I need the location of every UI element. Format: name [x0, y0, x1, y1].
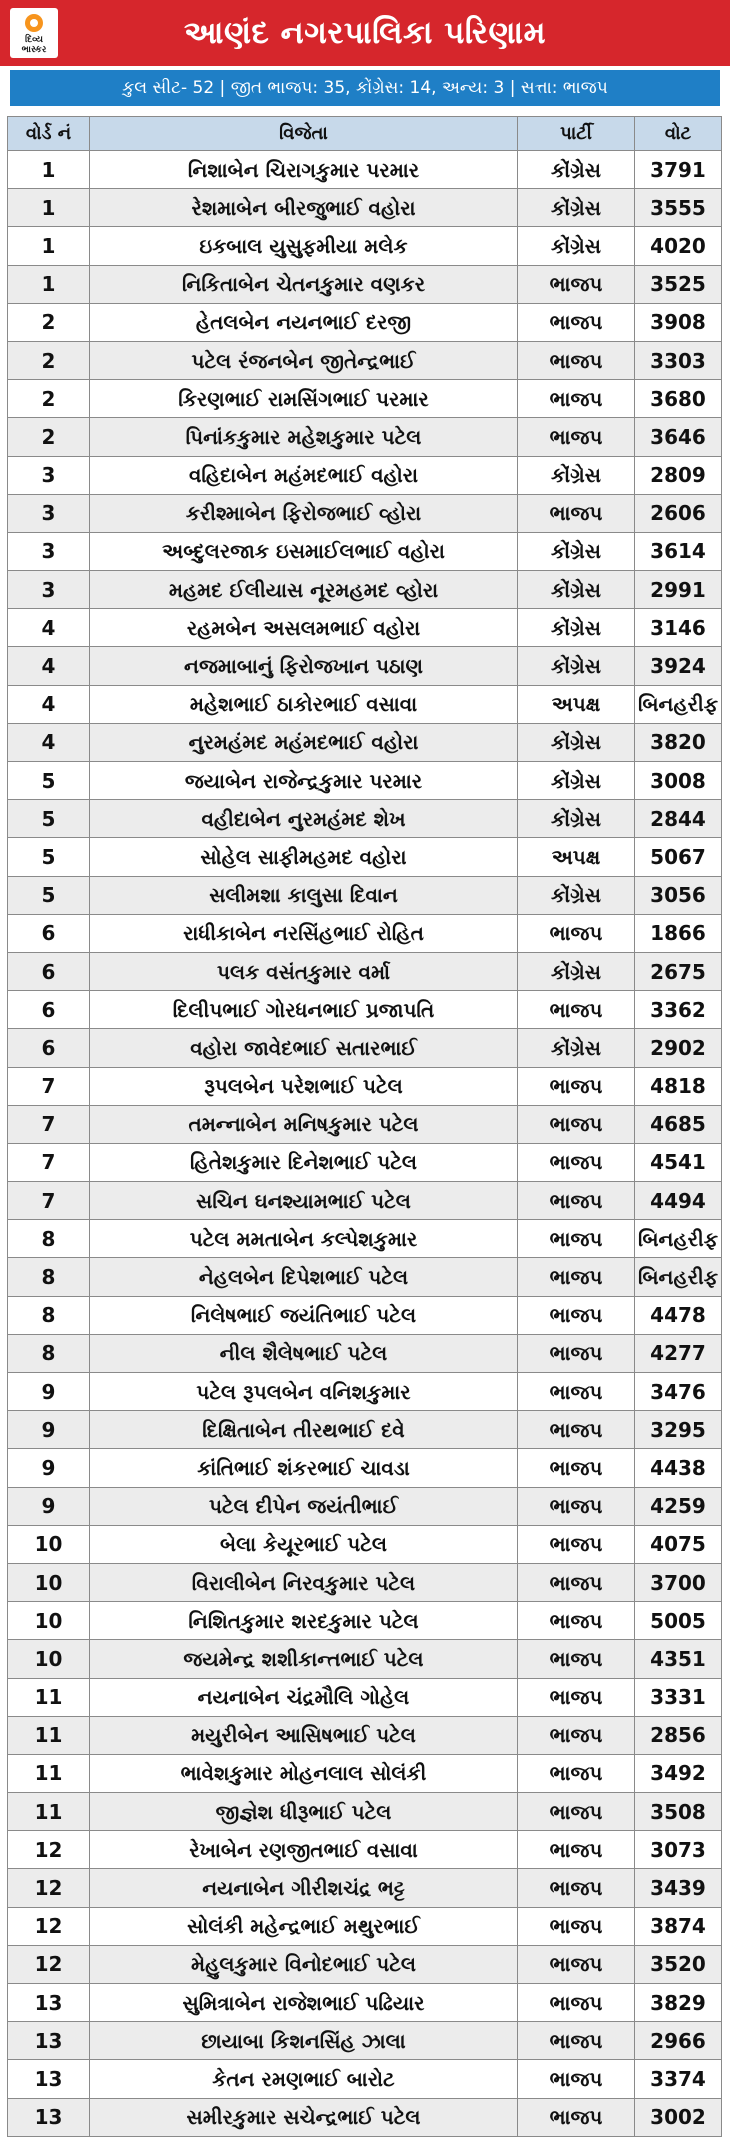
table-row — [7, 647, 722, 685]
cell-ward: 6 — [7, 991, 89, 1028]
cell-votes: 3791 — [634, 151, 722, 188]
cell-ward: 6 — [7, 953, 89, 990]
cell-name: દિક્ષિતાબેન તીરથભાઈ દવે — [89, 1411, 517, 1448]
cell-party: ભાજપ — [517, 1564, 634, 1601]
table-row — [7, 1297, 722, 1335]
cell-party: ભાજપ — [517, 342, 634, 379]
cell-votes: 3874 — [634, 1908, 722, 1945]
cell-name: નિલેષભાઈ જયંતિભાઈ પટેલ — [89, 1297, 517, 1334]
cell-name: સોહેલ સાફીમહમદ વહોરા — [89, 838, 517, 875]
cell-name: જયાબેન રાજેન્દ્રકુમાર પરમાર — [89, 762, 517, 799]
cell-party: ભાજપ — [517, 1449, 634, 1486]
cell-party: ભાજપ — [517, 2099, 634, 2136]
cell-name: નજમાબાનું ફિરોજખાન પઠાણ — [89, 647, 517, 684]
cell-name: સુમિત્રાબેન રાજેશભાઈ પઢિયાર — [89, 1984, 517, 2021]
cell-votes: 3303 — [634, 342, 722, 379]
cell-party: ભાજપ — [517, 266, 634, 303]
cell-name: નુરમહંમદ મહંમદભાઈ વહોરા — [89, 724, 517, 761]
cell-votes: 1866 — [634, 915, 722, 952]
cell-name: સોલંકી મહેન્દ્રભાઈ મથુરભાઈ — [89, 1908, 517, 1945]
cell-votes: 3520 — [634, 1946, 722, 1983]
cell-name: રૂપલબેન પરેશભાઈ પટેલ — [89, 1068, 517, 1105]
table-row — [7, 342, 722, 380]
table-row — [7, 2099, 722, 2137]
cell-ward: 2 — [7, 380, 89, 417]
table-row — [7, 1335, 722, 1373]
cell-name: બેલા કેયૂરભાઈ પટેલ — [89, 1526, 517, 1563]
table-row — [7, 1984, 722, 2022]
table-row — [7, 838, 722, 876]
cell-party: ભાજપ — [517, 1526, 634, 1563]
table-row — [7, 1908, 722, 1946]
cell-name: દિલીપભાઈ ગોરધનભાઈ પ્રજાપતિ — [89, 991, 517, 1028]
cell-ward: 1 — [7, 151, 89, 188]
cell-party: ભાજપ — [517, 1793, 634, 1830]
table-row — [7, 189, 722, 227]
cell-party: કોંગ્રેસ — [517, 953, 634, 990]
table-row — [7, 953, 722, 991]
table-row — [7, 800, 722, 838]
cell-name: મહેશભાઈ ઠાકોરભાઈ વસાવા — [89, 686, 517, 723]
table-row — [7, 2060, 722, 2098]
logo-line-2: ભાસ્કર — [21, 45, 47, 55]
cell-votes: 4259 — [634, 1488, 722, 1525]
seat-summary-bar: કુલ સીટ- 52 | જીત ભાજપ: 35, કોંગ્રેસ: 14, અન્ય: 3 | સત્તા: ભાજપ — [10, 70, 720, 106]
cell-votes: 3700 — [634, 1564, 722, 1601]
table-row — [7, 227, 722, 265]
cell-name: સલીમશા કાલુસા દિવાન — [89, 877, 517, 914]
cell-party: કોંગ્રેસ — [517, 609, 634, 646]
table-row — [7, 571, 722, 609]
cell-votes: 3146 — [634, 609, 722, 646]
table-row — [7, 1717, 722, 1755]
cell-votes: 2902 — [634, 1029, 722, 1066]
cell-votes: 3439 — [634, 1869, 722, 1906]
results-table — [7, 116, 722, 2137]
cell-name: વિરાલીબેન નિરવકુમાર પટેલ — [89, 1564, 517, 1601]
cell-ward: 10 — [7, 1640, 89, 1677]
cell-votes: 4075 — [634, 1526, 722, 1563]
column-header-winner: વિજેતા — [89, 117, 517, 150]
cell-party: અપક્ષ — [517, 838, 634, 875]
cell-name: પટેલ રંજનબેન જીતેન્દ્રભાઈ — [89, 342, 517, 379]
cell-votes: 4541 — [634, 1144, 722, 1181]
cell-votes: 3331 — [634, 1679, 722, 1716]
cell-votes: 3820 — [634, 724, 722, 761]
table-row — [7, 1373, 722, 1411]
table-row — [7, 686, 722, 724]
cell-votes: 3555 — [634, 189, 722, 226]
cell-name: મયુરીબેન આસિષભાઈ પટેલ — [89, 1717, 517, 1754]
cell-party: ભાજપ — [517, 418, 634, 455]
table-row — [7, 1946, 722, 1984]
cell-ward: 2 — [7, 418, 89, 455]
cell-name: જયમેન્દ્ર શશીકાન્તભાઈ પટેલ — [89, 1640, 517, 1677]
cell-party: કોંગ્રેસ — [517, 457, 634, 494]
cell-votes: 3008 — [634, 762, 722, 799]
cell-party: ભાજપ — [517, 495, 634, 532]
table-row — [7, 724, 722, 762]
cell-party: ભાજપ — [517, 1258, 634, 1295]
cell-votes: બિનહરીફ — [634, 1258, 722, 1295]
table-row — [7, 457, 722, 495]
table-row — [7, 418, 722, 456]
cell-name: અબ્દુલરજાક ઇસમાઈલભાઈ વહોરા — [89, 533, 517, 570]
cell-votes: 3908 — [634, 304, 722, 341]
cell-name: સચિન ઘનશ્યામભાઈ પટેલ — [89, 1182, 517, 1219]
cell-votes: 4818 — [634, 1068, 722, 1105]
cell-party: ભાજપ — [517, 380, 634, 417]
table-row — [7, 1182, 722, 1220]
cell-party: ભાજપ — [517, 1068, 634, 1105]
cell-ward: 6 — [7, 915, 89, 952]
cell-party: ભાજપ — [517, 1373, 634, 1410]
cell-name: સમીરકુમાર સચેન્દ્રભાઈ પટેલ — [89, 2099, 517, 2136]
cell-ward: 1 — [7, 266, 89, 303]
cell-party: ભાજપ — [517, 1335, 634, 1372]
cell-name: કરીશ્માબેન ફિરોજભાઈ વ્હોરા — [89, 495, 517, 532]
cell-ward: 11 — [7, 1717, 89, 1754]
column-header-ward: વોર્ડ નં — [7, 117, 89, 150]
cell-name: તમન્નાબેન મનિષકુમાર પટેલ — [89, 1106, 517, 1143]
cell-ward: 8 — [7, 1335, 89, 1372]
table-row — [7, 1106, 722, 1144]
cell-name: જીજ્ઞેશ ધીરૂભાઈ પટેલ — [89, 1793, 517, 1830]
cell-name: વહીદાબેન નુરમહંમદ શેખ — [89, 800, 517, 837]
cell-ward: 12 — [7, 1831, 89, 1868]
cell-name: રાધીકાબેન નરસિંહભાઈ રોહિત — [89, 915, 517, 952]
cell-ward: 10 — [7, 1564, 89, 1601]
cell-ward: 8 — [7, 1258, 89, 1295]
cell-party: ભાજપ — [517, 1602, 634, 1639]
cell-ward: 4 — [7, 724, 89, 761]
cell-votes: 3002 — [634, 2099, 722, 2136]
cell-party: ભાજપ — [517, 1984, 634, 2021]
cell-votes: 3680 — [634, 380, 722, 417]
cell-party: ભાજપ — [517, 1297, 634, 1334]
cell-votes: 2844 — [634, 800, 722, 837]
cell-party: ભાજપ — [517, 915, 634, 952]
cell-party: કોંગ્રેસ — [517, 877, 634, 914]
cell-votes: 2606 — [634, 495, 722, 532]
cell-party: ભાજપ — [517, 1144, 634, 1181]
table-row — [7, 1144, 722, 1182]
cell-ward: 13 — [7, 2022, 89, 2059]
cell-votes: 3829 — [634, 1984, 722, 2021]
cell-party: કોંગ્રેસ — [517, 571, 634, 608]
cell-party: ભાજપ — [517, 1755, 634, 1792]
table-row — [7, 1602, 722, 1640]
cell-name: કેતન રમણભાઈ બારોટ — [89, 2060, 517, 2097]
table-row — [7, 609, 722, 647]
cell-ward: 8 — [7, 1297, 89, 1334]
cell-ward: 7 — [7, 1106, 89, 1143]
cell-ward: 13 — [7, 2060, 89, 2097]
cell-party: ભાજપ — [517, 1831, 634, 1868]
cell-party: ભાજપ — [517, 1182, 634, 1219]
cell-ward: 5 — [7, 800, 89, 837]
cell-name: નયનાબેન ચંદ્રમૌલિ ગોહેલ — [89, 1679, 517, 1716]
cell-party: કોંગ્રેસ — [517, 151, 634, 188]
cell-ward: 9 — [7, 1373, 89, 1410]
cell-name: ઇકબાલ યુસુફમીયા મલેક — [89, 227, 517, 264]
page-title: આણંદ નગરપાલિકા પરિણામ — [184, 15, 546, 51]
cell-name: હિતેશકુમાર દિનેશભાઈ પટેલ — [89, 1144, 517, 1181]
cell-ward: 11 — [7, 1755, 89, 1792]
cell-ward: 12 — [7, 1946, 89, 1983]
cell-name: રહમબેન અસલમભાઈ વહોરા — [89, 609, 517, 646]
cell-name: મેહુલકુમાર વિનોદભાઈ પટેલ — [89, 1946, 517, 1983]
cell-name: નેહલબેન દિપેશભાઈ પટેલ — [89, 1258, 517, 1295]
cell-ward: 5 — [7, 838, 89, 875]
column-header-party: પાર્ટી — [517, 117, 634, 150]
cell-name: નીલ શૈલેષભાઈ પટેલ — [89, 1335, 517, 1372]
cell-votes: 3646 — [634, 418, 722, 455]
cell-votes: 3508 — [634, 1793, 722, 1830]
cell-votes: 4020 — [634, 227, 722, 264]
cell-ward: 7 — [7, 1182, 89, 1219]
cell-name: નિશિતકુમાર શરદકુમાર પટેલ — [89, 1602, 517, 1639]
cell-ward: 11 — [7, 1793, 89, 1830]
cell-name: કાંતિભાઈ શંકરભાઈ ચાવડા — [89, 1449, 517, 1486]
cell-name: મહમદ ઈલીયાસ નૂરમહમદ વ્હોરા — [89, 571, 517, 608]
cell-party: ભાજપ — [517, 1411, 634, 1448]
cell-ward: 9 — [7, 1449, 89, 1486]
table-row — [7, 1526, 722, 1564]
cell-ward: 10 — [7, 1526, 89, 1563]
cell-party: ભાજપ — [517, 1908, 634, 1945]
cell-votes: 3056 — [634, 877, 722, 914]
cell-ward: 3 — [7, 571, 89, 608]
cell-votes: 2966 — [634, 2022, 722, 2059]
table-row — [7, 991, 722, 1029]
cell-ward: 2 — [7, 342, 89, 379]
cell-party: કોંગ્રેસ — [517, 1029, 634, 1066]
cell-party: ભાજપ — [517, 2060, 634, 2097]
cell-votes: બિનહરીફ — [634, 686, 722, 723]
cell-votes: 2809 — [634, 457, 722, 494]
cell-ward: 4 — [7, 686, 89, 723]
table-row — [7, 1220, 722, 1258]
cell-name: હેતલબેન નયનભાઈ દરજી — [89, 304, 517, 341]
cell-votes: 3924 — [634, 647, 722, 684]
table-row — [7, 2022, 722, 2060]
cell-name: પલક વસંતકુમાર વર્મા — [89, 953, 517, 990]
cell-party: ભાજપ — [517, 1640, 634, 1677]
cell-ward: 5 — [7, 762, 89, 799]
cell-party: કોંગ્રેસ — [517, 762, 634, 799]
cell-name: વહિદાબેન મહંમદભાઈ વહોરા — [89, 457, 517, 494]
cell-votes: 4438 — [634, 1449, 722, 1486]
cell-votes: 4351 — [634, 1640, 722, 1677]
cell-ward: 6 — [7, 1029, 89, 1066]
cell-party: ભાજપ — [517, 1946, 634, 1983]
cell-ward: 1 — [7, 189, 89, 226]
cell-name: રેખાબેન રણજીતભાઈ વસાવા — [89, 1831, 517, 1868]
cell-ward: 2 — [7, 304, 89, 341]
table-header-row — [7, 117, 722, 151]
cell-party: ભાજપ — [517, 1869, 634, 1906]
table-row — [7, 495, 722, 533]
cell-votes: 5067 — [634, 838, 722, 875]
cell-name: કિરણભાઈ રામસિંગભાઈ પરમાર — [89, 380, 517, 417]
cell-name: છાયાબા કિશનસિંહ ઝાલા — [89, 2022, 517, 2059]
table-row — [7, 915, 722, 953]
cell-votes: 4685 — [634, 1106, 722, 1143]
cell-party: ભાજપ — [517, 1220, 634, 1257]
cell-party: ભાજપ — [517, 304, 634, 341]
cell-votes: 3492 — [634, 1755, 722, 1792]
cell-name: પટેલ દીપેન જયંતીભાઈ — [89, 1488, 517, 1525]
cell-party: અપક્ષ — [517, 686, 634, 723]
cell-name: ભાવેશકુમાર મોહનલાલ સોલંકી — [89, 1755, 517, 1792]
cell-party: કોંગ્રેસ — [517, 227, 634, 264]
cell-ward: 11 — [7, 1679, 89, 1716]
cell-ward: 3 — [7, 495, 89, 532]
cell-name: પટેલ મમતાબેન કલ્પેશકુમાર — [89, 1220, 517, 1257]
cell-name: રેશમાબેન બીરજુભાઈ વહોરા — [89, 189, 517, 226]
table-row — [7, 1679, 722, 1717]
cell-ward: 4 — [7, 609, 89, 646]
table-row — [7, 380, 722, 418]
table-row — [7, 1869, 722, 1907]
cell-votes: 4277 — [634, 1335, 722, 1372]
cell-votes: બિનહરીફ — [634, 1220, 722, 1257]
cell-ward: 9 — [7, 1488, 89, 1525]
table-row — [7, 1793, 722, 1831]
cell-ward: 1 — [7, 227, 89, 264]
cell-votes: 3362 — [634, 991, 722, 1028]
cell-name: પિનાંકકુમાર મહેશકુમાર પટેલ — [89, 418, 517, 455]
cell-ward: 3 — [7, 533, 89, 570]
cell-votes: 3525 — [634, 266, 722, 303]
cell-party: ભાજપ — [517, 2022, 634, 2059]
cell-party: કોંગ્રેસ — [517, 800, 634, 837]
cell-name: વહોરા જાવેદભાઈ સતારભાઈ — [89, 1029, 517, 1066]
cell-votes: 3295 — [634, 1411, 722, 1448]
cell-ward: 3 — [7, 457, 89, 494]
cell-name: નયનાબેન ગીરીશચંદ્ર ભટ્ટ — [89, 1869, 517, 1906]
cell-name: પટેલ રૂપલબેન વનિશકુમાર — [89, 1373, 517, 1410]
cell-votes: 4494 — [634, 1182, 722, 1219]
cell-ward: 12 — [7, 1869, 89, 1906]
column-header-votes: વોટ — [634, 117, 722, 150]
table-row — [7, 877, 722, 915]
cell-party: ભાજપ — [517, 1106, 634, 1143]
header-banner — [0, 0, 730, 66]
table-row — [7, 1411, 722, 1449]
cell-votes: 2856 — [634, 1717, 722, 1754]
cell-votes: 3374 — [634, 2060, 722, 2097]
cell-votes: 3614 — [634, 533, 722, 570]
cell-votes: 4478 — [634, 1297, 722, 1334]
table-row — [7, 1564, 722, 1602]
table-row — [7, 266, 722, 304]
table-row — [7, 1449, 722, 1487]
cell-ward: 7 — [7, 1068, 89, 1105]
cell-votes: 3073 — [634, 1831, 722, 1868]
table-row — [7, 1029, 722, 1067]
cell-party: કોંગ્રેસ — [517, 533, 634, 570]
cell-votes: 2675 — [634, 953, 722, 990]
cell-ward: 13 — [7, 1984, 89, 2021]
cell-party: ભાજપ — [517, 1679, 634, 1716]
table-row — [7, 1831, 722, 1869]
cell-party: કોંગ્રેસ — [517, 189, 634, 226]
logo-line-1: દિવ્ય — [25, 35, 43, 45]
cell-party: ભાજપ — [517, 991, 634, 1028]
table-row — [7, 533, 722, 571]
cell-ward: 7 — [7, 1144, 89, 1181]
cell-ward: 4 — [7, 647, 89, 684]
cell-votes: 2991 — [634, 571, 722, 608]
cell-ward: 9 — [7, 1411, 89, 1448]
cell-votes: 3476 — [634, 1373, 722, 1410]
table-row — [7, 1755, 722, 1793]
cell-party: કોંગ્રેસ — [517, 724, 634, 761]
cell-votes: 5005 — [634, 1602, 722, 1639]
cell-ward: 10 — [7, 1602, 89, 1639]
cell-name: નિકિતાબેન ચેતનકુમાર વણકર — [89, 266, 517, 303]
table-row — [7, 151, 722, 189]
table-row — [7, 762, 722, 800]
cell-ward: 8 — [7, 1220, 89, 1257]
cell-party: કોંગ્રેસ — [517, 647, 634, 684]
cell-party: ભાજપ — [517, 1488, 634, 1525]
table-row — [7, 304, 722, 342]
table-row — [7, 1258, 722, 1296]
cell-name: નિશાબેન ચિરાગકુમાર પરમાર — [89, 151, 517, 188]
table-row — [7, 1640, 722, 1678]
table-row — [7, 1488, 722, 1526]
cell-ward: 12 — [7, 1908, 89, 1945]
cell-ward: 5 — [7, 877, 89, 914]
cell-party: ભાજપ — [517, 1717, 634, 1754]
table-row — [7, 1068, 722, 1106]
cell-ward: 13 — [7, 2099, 89, 2136]
